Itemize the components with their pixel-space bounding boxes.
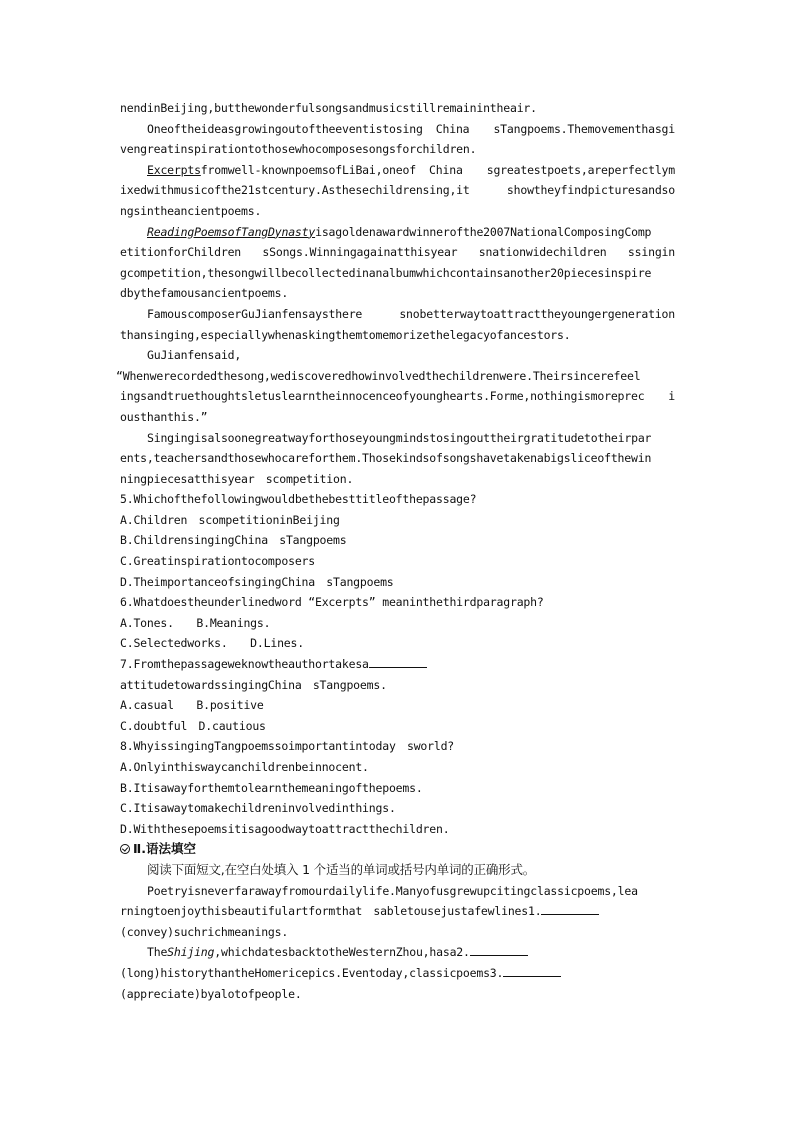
passage-line: (convey)suchrichmeanings. bbox=[120, 924, 289, 939]
section-heading bbox=[120, 839, 675, 860]
option-8c: C.Itisawaytomakechildreninvolvedinthings. bbox=[120, 801, 396, 816]
question-7 bbox=[120, 654, 675, 675]
passage-text: (long)historythantheHomericepics.Eventoday,classicpoems3. bbox=[120, 965, 504, 980]
options-6ab: A.Tones. B.Meanings. bbox=[120, 615, 271, 630]
passage-line: etitionforChildren sSongs.Winningagainatthisyear snationwidechildren ssingin bbox=[120, 245, 675, 260]
question-8: 8.WhyissingingTangpoemssoimportantintoday sworld? bbox=[120, 739, 455, 754]
passage-line: ningpiecesatthisyear scompetition. bbox=[120, 471, 354, 486]
options-7cd: C.doubtful D.cautious bbox=[120, 718, 266, 733]
passage-text: The bbox=[147, 945, 168, 960]
passage-line bbox=[120, 963, 675, 984]
passage-line: ents,teachersandthosewhocareforthem.Thosekindsofsongshavetakenabigsliceofthewin bbox=[120, 451, 652, 466]
document-page bbox=[116, 98, 675, 1004]
underlined-word-excerpts: Excerpts bbox=[147, 162, 201, 177]
passage-line: “Whenwerecordedthesong,wediscoveredhowinvolvedthechildrenwere.Theirsincerefeel bbox=[116, 368, 641, 383]
passage-line: vengreatinspirationtothosewhocomposesongsforchildren. bbox=[120, 142, 477, 157]
passage-line bbox=[120, 901, 675, 922]
passage-line: ingsandtruethoughtsletuslearntheinnocenceofyounghearts.Forme,nothingismoreprec i bbox=[120, 389, 675, 404]
option-5d: D.TheimportanceofsingingChina sTangpoems bbox=[120, 574, 394, 589]
passage-line: dbythefamousancientpoems. bbox=[120, 286, 289, 301]
section-instruction: 阅读下面短文,在空白处填入 1 个适当的单词或括号内单词的正确形式。 bbox=[147, 861, 536, 877]
question-7-text: 7.Fromthepassageweknowtheauthortakesa bbox=[120, 657, 369, 672]
option-5c: C.Greatinspirationtocomposers bbox=[120, 554, 315, 569]
passage-text: rningtoenjoythisbeautifulartformthat sabletousejustafewlines1. bbox=[120, 904, 542, 919]
passage-line: FamouscomposerGuJianfensaysthere snobetterwaytoattracttheyoungergeneration bbox=[147, 306, 675, 321]
passage-text: ,whichdatesbacktotheWesternZhou,hasa2. bbox=[214, 945, 470, 960]
passage-line bbox=[120, 222, 675, 243]
book-title: Shijing bbox=[167, 945, 215, 960]
passage-line: thansinging,especiallywhenaskingthemtomemorizethelegacyofancestors. bbox=[120, 327, 571, 342]
option-5b: B.ChildrensingingChina sTangpoems bbox=[120, 533, 347, 548]
passage-line: ousthanthis.” bbox=[120, 409, 208, 424]
question-6: 6.Whatdoestheunderlinedword “Excerpts” meaninthethirdparagraph? bbox=[120, 595, 544, 610]
passage-line: (appreciate)byalotofpeople. bbox=[120, 986, 302, 1001]
answer-blank-3 bbox=[503, 964, 561, 977]
passage-line: ngsintheancientpoems. bbox=[120, 203, 262, 218]
passage-line: nendinBeijing,butthewonderfulsongsandmusicstillremainintheair. bbox=[120, 101, 537, 115]
question-5: 5.Whichofthefollowingwouldbethebesttitleofthepassage? bbox=[120, 492, 477, 507]
option-8a: A.Onlyinthiswaycanchildrenbeinnocent. bbox=[120, 760, 369, 774]
answer-blank-2 bbox=[470, 943, 528, 956]
section-check-icon bbox=[120, 844, 130, 854]
song-title: ReadingPoemsofTangDynasty bbox=[147, 224, 316, 239]
passage-line: Singingisalsoonegreatwayforthoseyoungmindstosingouttheirgratitudetotheirpar bbox=[147, 430, 652, 445]
passage-line: gcompetition,thesongwillbecollectedinanalbumwhichcontainsanother20piecesinspire bbox=[120, 265, 652, 280]
passage-line: GuJianfensaid, bbox=[147, 348, 242, 363]
passage-text: isagoldenawardwinnerofthe2007NationalComposingComp bbox=[315, 224, 652, 239]
section-title: Ⅱ.语法填空 bbox=[133, 841, 196, 857]
answer-blank-1 bbox=[541, 902, 599, 915]
question-7-cont: attitudetowardssingingChina sTangpoems. bbox=[120, 677, 387, 692]
options-7ab: A.casual B.positive bbox=[120, 698, 264, 713]
passage-line: Oneoftheideasgrowingoutoftheeventistosing China sTangpoems.Themovementhasgi bbox=[147, 121, 675, 136]
option-8b: B.Itisawayforthemtolearnthemeaningofthepoems. bbox=[120, 780, 423, 795]
passage-line: Poetryisneverfarawayfromourdailylife.Manyofusgrewupcitingclassicpoems,lea bbox=[147, 883, 638, 898]
options-6cd: C.Selectedworks. D.Lines. bbox=[120, 636, 304, 651]
passage-line: ixedwithmusicofthe21stcentury.Asthesechildrensing,it showtheyfindpicturesandso bbox=[120, 183, 675, 198]
passage-line bbox=[120, 942, 675, 963]
passage-text: fromwell-knownpoemsofLiBai,oneof China sgreatestpoets,areperfectlym bbox=[200, 162, 675, 177]
option-5a: A.Children scompetitioninBeijing bbox=[120, 512, 340, 527]
passage-line bbox=[120, 160, 675, 181]
answer-blank bbox=[369, 655, 427, 668]
option-8d: D.Withthesepoemsitisagoodwaytoattractthechildren. bbox=[120, 821, 450, 836]
